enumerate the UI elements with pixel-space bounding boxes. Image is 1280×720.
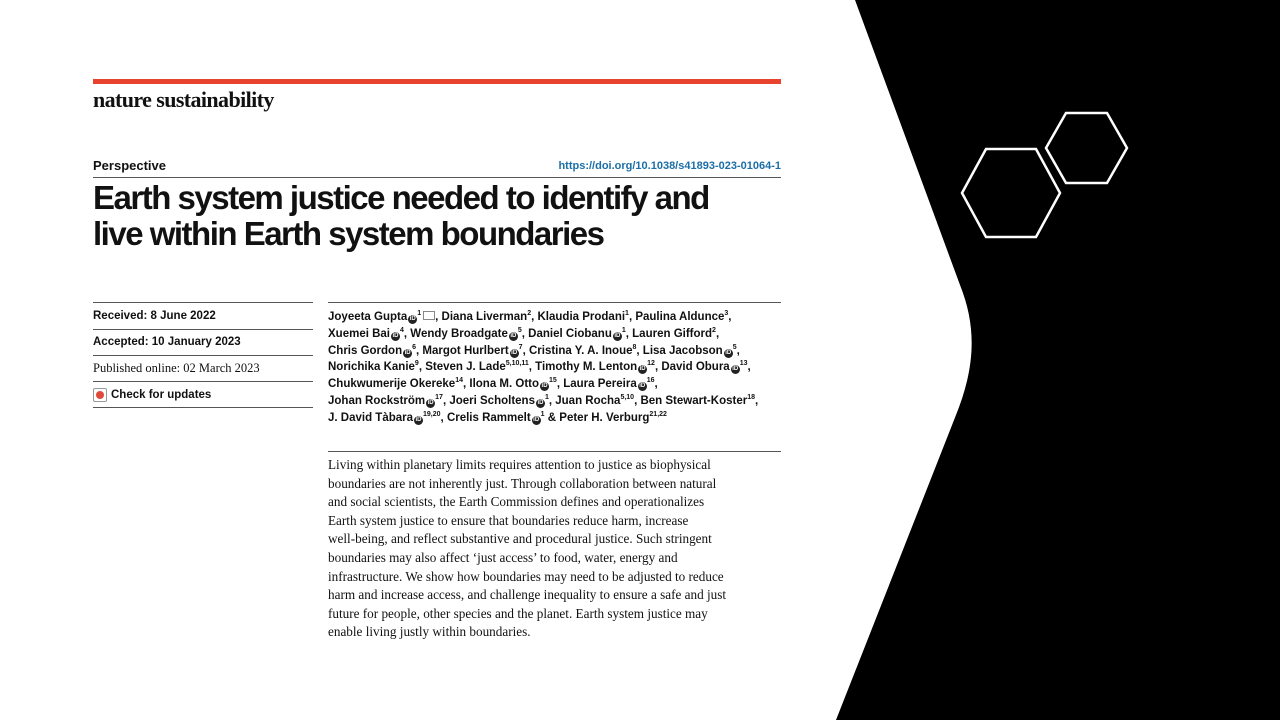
abstract-rule <box>328 451 781 452</box>
affiliation-superscript: 1 <box>621 326 626 334</box>
author-name[interactable]: Juan Rocha <box>555 394 621 407</box>
meta-rule <box>93 329 313 330</box>
affiliation-superscript: 5,10,11 <box>505 360 529 368</box>
abstract-line: and social scientists, the Earth Commission defines and operationalizes <box>328 494 705 510</box>
author-line: Chukwumerije Okereke$^{14}$, Ilona M. Otto $iD^{15}$, Laura Pereira $iD^{16}$, <box>328 377 658 391</box>
affiliation-superscript: 2 <box>712 326 716 334</box>
abstract-line: Earth system justice to ensure that boundaries reduce harm, increase <box>328 512 689 528</box>
affiliation-superscript: 5,10 <box>620 393 635 401</box>
meta-rule <box>93 302 313 303</box>
author-name[interactable]: Daniel Ciobanu <box>528 327 612 340</box>
abstract-line: enable living justly within boundaries. <box>328 624 531 640</box>
author-name[interactable]: J. David Tàbara <box>328 411 414 424</box>
affiliation-superscript: 9 <box>414 360 419 368</box>
orcid-icon[interactable]: iD <box>639 383 646 390</box>
author-name[interactable]: Steven J. Lade <box>425 361 506 374</box>
accepted-date: Accepted: 10 January 2023 <box>93 336 241 348</box>
affiliation-superscript: 7 <box>518 343 523 351</box>
affiliation-superscript: 19,20 <box>423 410 441 418</box>
author-name[interactable]: Laura Pereira <box>563 378 637 391</box>
orcid-icon[interactable]: iD <box>404 349 411 356</box>
orcid-icon[interactable]: iD <box>541 383 548 390</box>
orcid-icon[interactable]: iD <box>510 332 517 339</box>
author-name[interactable]: Chukwumerije Okereke <box>328 378 456 391</box>
abstract-line: harm and increase access, and challenge inequality to ensure a safe and just <box>328 587 727 603</box>
author-line: Joyeeta Gupta $iD^1$ , Diana Liverman$^2$, Klaudia Prodani$^1$, Paulina Aldunce$^3$, <box>328 310 732 323</box>
author-name[interactable]: Johan Rockström <box>328 394 426 407</box>
author-line: Johan Rockström $iD^{17}$, Joeri Scholtens $iD^1$, Juan Rocha$^{5,10}$, Ben Stewart-Koster$^{18}$, <box>328 393 759 407</box>
meta-rule <box>93 407 313 408</box>
author-name[interactable]: David Obura <box>661 361 730 374</box>
author-name[interactable]: Lisa Jacobson <box>642 344 723 357</box>
affiliation-superscript: 2 <box>527 310 532 317</box>
orcid-icon[interactable]: iD <box>537 399 544 406</box>
author-name[interactable]: Peter H. Verburg <box>559 411 650 424</box>
orcid-icon[interactable]: iD <box>511 349 518 356</box>
affiliation-superscript: 6 <box>412 343 417 351</box>
author-name[interactable]: Ilona M. Otto <box>469 378 540 391</box>
author-name[interactable]: Klaudia Prodani <box>537 311 626 323</box>
orcid-icon[interactable]: iD <box>533 416 540 423</box>
orcid-icon[interactable]: iD <box>392 332 399 339</box>
meta-rule <box>93 355 313 356</box>
author-name[interactable]: Norichika Kanie <box>328 361 415 374</box>
affiliation-superscript: 15 <box>549 377 557 385</box>
author-name[interactable]: Joeri Scholtens <box>449 394 535 407</box>
affiliation-superscript: 5 <box>732 343 737 351</box>
affiliation-superscript: 8 <box>632 343 637 351</box>
meta-rule <box>93 381 313 382</box>
affiliation-superscript: 1 <box>625 310 629 317</box>
author-line: Norichika Kanie$^9$, Steven J. Lade$^{5,10,11}$, Timothy M. Lenton $iD^{12}$, David Obura $iD^{13}$, <box>328 360 751 374</box>
authors-rule <box>328 302 781 303</box>
published-date: Published online: 02 March 2023 <box>93 361 260 375</box>
orcid-icon[interactable]: iD <box>732 366 739 373</box>
author-list <box>328 309 798 427</box>
author-line: Chris Gordon $iD^6$, Margot Hurlbert $iD^7$, Cristina Y. A. Inoue$^8$, Lisa Jacobson $iD^5$, <box>328 343 740 357</box>
orcid-icon[interactable]: iD <box>639 366 646 373</box>
author-name[interactable]: Ben Stewart-Koster <box>640 394 748 407</box>
affiliation-superscript: 14 <box>455 377 463 385</box>
header-rule <box>93 177 781 178</box>
author-line: Xuemei Bai $iD^4$, Wendy Broadgate $iD^5$, Daniel Ciobanu $iD^1$, Lauren Gifford$^2$, <box>328 326 720 340</box>
check-updates-icon <box>93 388 107 402</box>
author-name[interactable]: Wendy Broadgate <box>410 327 508 340</box>
abstract-line: future for people, other species and the planet. Earth system justice may <box>328 605 708 621</box>
abstract-line: infrastructure. We show how boundaries may need to be adjusted to reduce <box>328 568 724 584</box>
doi-link[interactable]: https://doi.org/10.1038/s41893-023-01064-1 <box>558 160 781 172</box>
abstract-line: boundaries may also affect ‘just access’ to food, water, energy and <box>328 549 678 565</box>
author-name[interactable]: Diana Liverman <box>441 311 528 323</box>
affiliation-superscript: 5 <box>517 326 522 334</box>
affiliation-superscript: 16 <box>646 377 655 385</box>
article-title <box>93 180 793 252</box>
orcid-icon[interactable]: iD <box>725 349 732 356</box>
orcid-icon[interactable]: iD <box>427 399 434 406</box>
author-name[interactable]: Cristina Y. A. Inoue <box>528 344 633 357</box>
affiliation-superscript: 4 <box>400 326 404 334</box>
affiliation-superscript: 3 <box>724 310 729 317</box>
received-date: Received: 8 June 2022 <box>93 310 216 322</box>
affiliation-superscript: 1 <box>417 310 422 317</box>
author-line: J. David Tàbara iD$^{19,20}$, Crelis Rammelt $iD^1$ & Peter H. Verburg$^{21,22}$ <box>328 410 667 424</box>
author-name[interactable]: Margot Hurlbert <box>422 344 509 357</box>
affiliation-superscript: 12 <box>647 360 655 368</box>
author-name[interactable]: Paulina Aldunce <box>635 311 725 323</box>
author-name[interactable]: Timothy M. Lenton <box>535 361 638 374</box>
orcid-icon[interactable]: iD <box>415 416 422 423</box>
abstract <box>328 456 788 642</box>
title-line: live within Earth system boundaries <box>93 215 604 252</box>
journal-name: nature sustainability <box>93 87 274 112</box>
affiliation-superscript: 17 <box>435 393 443 401</box>
abstract-line: Living within planetary limits requires attention to justice as biophysical <box>328 457 711 472</box>
affiliation-superscript: 21,22 <box>649 410 667 418</box>
affiliation-superscript: 13 <box>739 360 748 368</box>
article-type: Perspective <box>93 158 166 173</box>
journal-accent-bar <box>93 79 781 84</box>
author-name[interactable]: Joyeeta Gupta <box>328 311 408 323</box>
orcid-icon[interactable]: iD <box>409 316 416 322</box>
check-for-updates-button[interactable] <box>93 388 211 402</box>
author-name[interactable]: Crelis Rammelt <box>446 411 531 424</box>
affiliation-superscript: 18 <box>747 393 755 401</box>
author-name[interactable]: Chris Gordon <box>328 344 403 357</box>
orcid-icon[interactable]: iD <box>614 332 621 339</box>
affiliation-superscript: 1 <box>540 410 545 418</box>
abstract-line: well-being, and reflect substantive and procedural justice. Such stringent <box>328 531 712 547</box>
mail-icon[interactable] <box>423 311 435 320</box>
check-updates-label: Check for updates <box>111 389 212 401</box>
author-name[interactable]: Lauren Gifford <box>632 327 713 340</box>
title-line: Earth system justice needed to identify and <box>93 179 709 216</box>
affiliation-superscript: 1 <box>544 393 549 401</box>
abstract-line: boundaries are not inherently just. Through collaboration between natural <box>328 475 717 491</box>
black-side-panel <box>836 0 1280 720</box>
author-name[interactable]: Xuemei Bai <box>328 327 390 340</box>
